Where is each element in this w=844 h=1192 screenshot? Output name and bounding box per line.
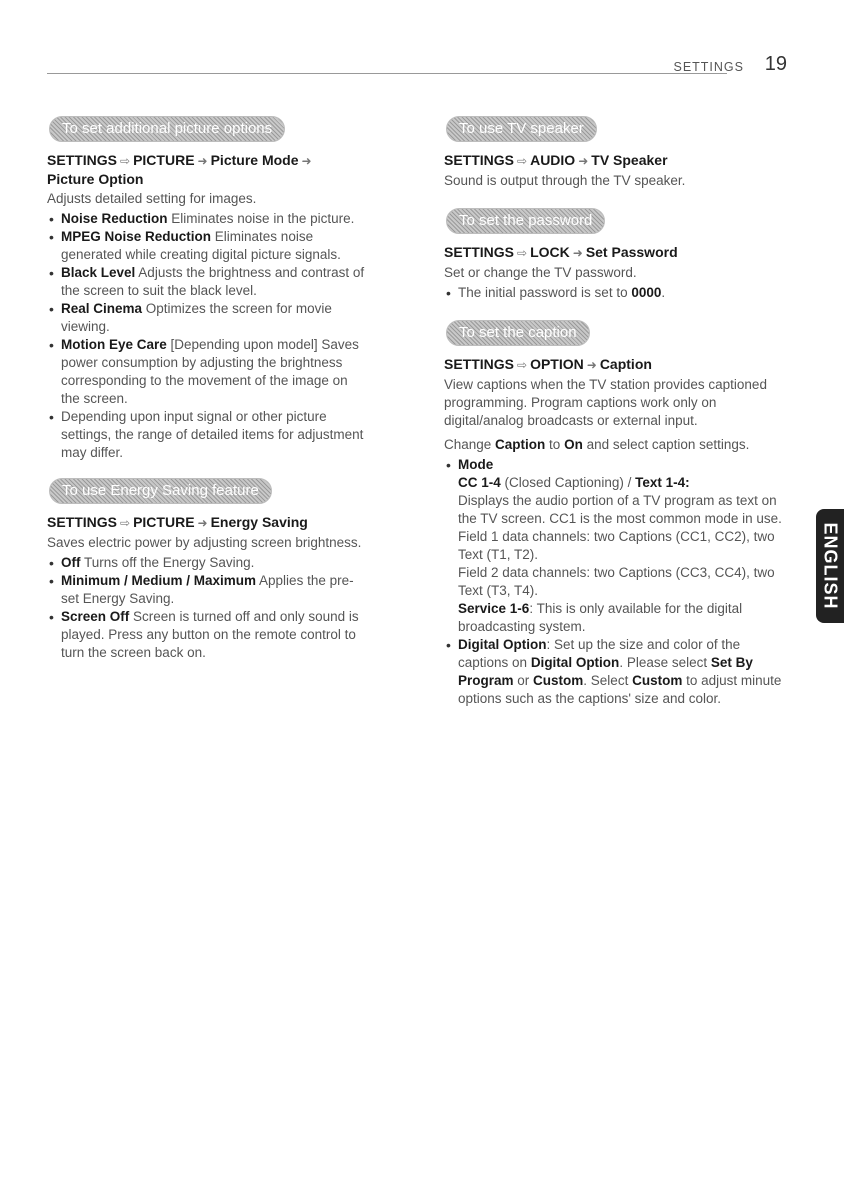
caption-instruction	[444, 436, 784, 454]
default-password: 0000	[631, 285, 662, 300]
text: : Set up the size and color of the captions on	[458, 637, 741, 670]
option-list	[47, 210, 367, 462]
term: Custom	[632, 673, 683, 688]
item-term: Noise Reduction	[61, 211, 168, 226]
item-term: Minimum / Medium / Maximum	[61, 573, 257, 588]
double-arrow-icon: ⇨	[517, 154, 528, 168]
text: to adjust minute options such as the captions' size and color.	[458, 673, 782, 706]
section-description: View captions when the TV station provides captioned programming. Program captions work only on digital/analog broadcasts or external input.	[444, 377, 767, 428]
item-term: Black Level	[61, 265, 136, 280]
section-heading: To set the password	[446, 208, 605, 234]
menu-path	[444, 243, 784, 262]
list-item	[47, 228, 367, 264]
header-section-title: SETTINGS	[673, 60, 744, 74]
path-step: Picture Mode	[210, 152, 299, 168]
item-term: Motion Eye Care	[61, 337, 167, 352]
term: Set By Program	[458, 655, 753, 688]
item-text: The initial password is set to	[458, 285, 632, 300]
path-step: SETTINGS	[444, 244, 515, 260]
term: On	[564, 437, 583, 452]
language-label: ENGLISH	[820, 522, 841, 610]
item-text: Screen is turned off and only sound is played. Press any button on the remote control to turn the screen back on.	[61, 609, 359, 660]
option-list	[47, 554, 367, 662]
double-arrow-icon: ⇨	[517, 358, 528, 372]
path-step: Caption	[599, 356, 652, 372]
language-side-tab	[816, 509, 844, 623]
path-step: SETTINGS	[47, 514, 118, 530]
section-heading: To use TV speaker	[446, 116, 597, 142]
list-item	[47, 336, 367, 408]
cc-line	[458, 474, 784, 492]
section-tv-speaker	[444, 116, 784, 190]
list-item	[47, 408, 367, 462]
text: to	[545, 437, 565, 452]
item-text: Eliminates noise in the picture.	[167, 211, 355, 226]
list-item	[47, 608, 367, 662]
menu-path	[444, 151, 784, 170]
menu-path	[444, 355, 784, 374]
section-energy-saving	[47, 478, 367, 662]
item-text: Optimizes the screen for movie viewing.	[61, 301, 332, 334]
item-term: Mode	[458, 457, 494, 472]
list-item-mode	[444, 456, 784, 636]
field1-description: Field 1 data channels: two Captions (CC1, CC2), two Text (T1, T2).	[458, 529, 775, 562]
menu-path	[47, 513, 367, 532]
right-arrow-icon: ➜	[301, 154, 312, 168]
text: or	[513, 673, 534, 688]
section-heading: To set the caption	[446, 320, 590, 346]
item-text: Turns off the Energy Saving.	[80, 555, 255, 570]
list-item	[47, 572, 367, 608]
item-term: Screen Off	[61, 609, 130, 624]
cc-description: Displays the audio portion of a TV program as text on the TV screen. CC1 is the most common mode in use.	[458, 493, 782, 526]
page-header	[47, 53, 787, 76]
section-password	[444, 208, 784, 302]
section-description: Saves electric power by adjusting screen brightness.	[47, 535, 362, 550]
double-arrow-icon: ⇨	[120, 154, 131, 168]
text: . Select	[583, 673, 633, 688]
service-line	[458, 600, 784, 636]
field2-description: Field 2 data channels: two Captions (CC3, CC4), two Text (T3, T4).	[458, 565, 775, 598]
path-step: Set Password	[585, 244, 678, 260]
text: (Closed Captioning) /	[500, 475, 636, 490]
item-text: Adjusts the brightness and contrast of the screen to suit the black level.	[61, 265, 365, 298]
term: Service 1-6	[458, 601, 530, 616]
right-arrow-icon: ➜	[586, 358, 597, 372]
path-step: SETTINGS	[47, 152, 118, 168]
item-text: Applies the pre-set Energy Saving.	[61, 573, 354, 606]
mode-detail	[458, 474, 784, 636]
text: . Please select	[619, 655, 711, 670]
option-list	[444, 456, 784, 708]
path-step: OPTION	[530, 356, 584, 372]
path-step: TV Speaker	[591, 152, 668, 168]
list-item	[47, 264, 367, 300]
right-arrow-icon: ➜	[197, 154, 208, 168]
list-item	[47, 300, 367, 336]
right-column	[444, 116, 784, 720]
item-text: [Depending upon model] Saves power consumption by adjusting the brightness corresponding to the movement of the image on the screen.	[61, 337, 359, 406]
section-description: Set or change the TV password.	[444, 265, 637, 280]
section-heading: To set additional picture options	[49, 116, 285, 142]
section-heading: To use Energy Saving feature	[49, 478, 272, 504]
item-text: .	[661, 285, 666, 300]
path-step: SETTINGS	[444, 152, 515, 168]
term: Custom	[533, 673, 584, 688]
page-number: 19	[764, 53, 787, 75]
text: : This is only available for the digital broadcasting system.	[458, 601, 743, 634]
section-description: Adjusts detailed setting for images.	[47, 191, 257, 206]
path-step: Energy Saving	[210, 514, 308, 530]
term: Digital Option	[530, 655, 620, 670]
double-arrow-icon: ⇨	[120, 516, 131, 530]
right-arrow-icon: ➜	[578, 154, 589, 168]
path-step: Picture Option	[47, 171, 144, 187]
item-term: Off	[61, 555, 81, 570]
term: Caption	[495, 437, 546, 452]
list-item	[47, 210, 367, 228]
right-arrow-icon: ➜	[572, 246, 583, 260]
option-list	[444, 284, 784, 302]
text: Change	[444, 437, 496, 452]
item-text: Eliminates noise generated while creating digital picture signals.	[61, 229, 341, 262]
section-picture-options	[47, 116, 367, 462]
right-arrow-icon: ➜	[197, 516, 208, 530]
path-step: PICTURE	[133, 514, 195, 530]
path-step: AUDIO	[530, 152, 576, 168]
term: CC 1-4	[458, 475, 501, 490]
list-item	[47, 554, 367, 572]
item-term: Real Cinema	[61, 301, 143, 316]
section-caption	[444, 320, 784, 708]
path-step: LOCK	[530, 244, 570, 260]
section-description: Sound is output through the TV speaker.	[444, 173, 686, 188]
item-term: MPEG Noise Reduction	[61, 229, 212, 244]
term: Text 1-4:	[635, 475, 690, 490]
list-item-digital-option	[444, 636, 784, 708]
item-text: Depending upon input signal or other picture settings, the range of detailed items for adjustment may differ.	[61, 409, 364, 460]
text: and select caption settings.	[582, 437, 750, 452]
path-step: PICTURE	[133, 152, 195, 168]
header-rule	[47, 73, 727, 74]
term: Digital Option	[458, 637, 547, 652]
double-arrow-icon: ⇨	[517, 246, 528, 260]
path-step: SETTINGS	[444, 356, 515, 372]
menu-path	[47, 151, 367, 188]
list-item	[444, 284, 784, 302]
left-column	[47, 116, 367, 674]
